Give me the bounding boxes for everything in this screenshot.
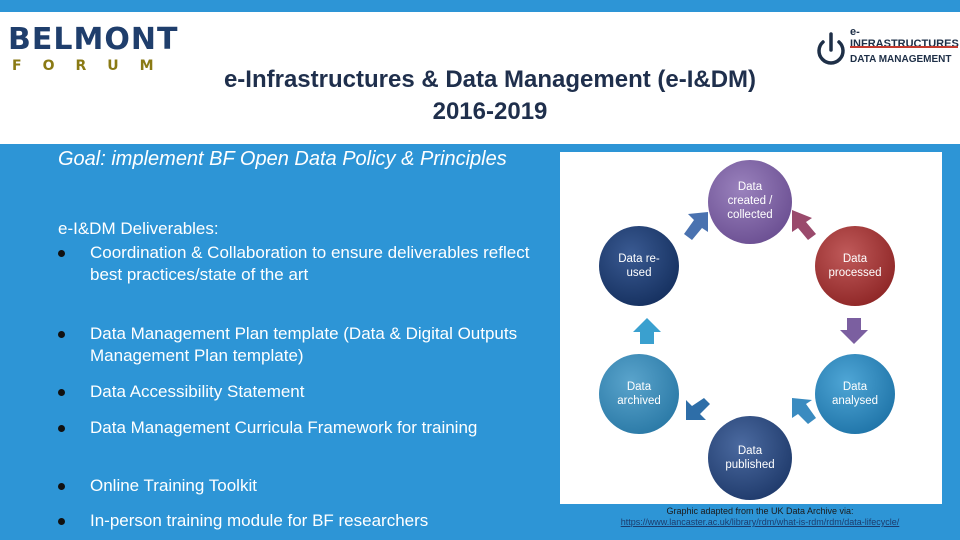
logo-wordmark: BELMONT [8, 22, 179, 57]
logo-right-line2: DATA MANAGEMENT [850, 54, 952, 65]
belmont-forum-logo [8, 22, 179, 78]
bullet-item [58, 475, 528, 497]
bullet-icon [58, 483, 65, 490]
bullet-text: Online Training Toolkit [90, 476, 257, 495]
node-published-label: Data published [725, 445, 775, 471]
lifecycle-diagram [560, 152, 942, 504]
top-accent-bar [0, 0, 960, 12]
node-created [708, 160, 792, 244]
logo-divider [850, 44, 960, 50]
arrow-created-to-processed [792, 210, 816, 240]
bullet-icon [58, 518, 65, 525]
goal-statement: Goal: implement BF Open Data Policy & Principles [58, 148, 507, 170]
graphic-credit [560, 506, 960, 528]
bullet-text: Coordination & Collaboration to ensure deliverables reflect best practices/state of the art [90, 243, 530, 284]
node-reused-label: Data re-used [618, 253, 660, 279]
bullet-text: In-person training module for BF researchers [90, 511, 429, 530]
bullet-icon [58, 250, 65, 257]
page-title [150, 64, 830, 128]
header-band [0, 12, 960, 144]
title-line-2: 2016-2019 [432, 98, 548, 125]
arrow-analysed-to-published [792, 398, 816, 424]
bullet-item [58, 417, 528, 461]
arrow-processed-to-analysed [840, 318, 868, 344]
credit-text: Graphic adapted from the UK Data Archive via: [666, 506, 854, 516]
logo-right-line1: e-INFRASTRUCTURES [850, 26, 959, 50]
node-published [708, 416, 792, 500]
node-reused [599, 226, 679, 306]
bullet-text: Data Management Plan template (Data & Digital Outputs Management Plan template) [90, 324, 518, 365]
arrow-reused-to-created [684, 212, 708, 240]
bullet-icon [58, 389, 65, 396]
bullet-item [58, 381, 528, 403]
arrow-published-to-archived [686, 398, 710, 420]
e-infrastructures-logo [812, 24, 958, 80]
bullet-item [58, 242, 528, 308]
bullet-item [58, 323, 528, 367]
logo-subtext: FORUM [12, 58, 175, 74]
bullet-item [58, 510, 528, 532]
node-processed [815, 226, 895, 306]
bullet-icon [58, 331, 65, 338]
node-analysed [815, 354, 895, 434]
bullet-text: Data Management Curricula Framework for training [90, 418, 478, 437]
node-analysed-label: Data analysed [831, 381, 879, 407]
node-created-label: Data created / collected [727, 181, 773, 221]
node-archived-label: Data archived [617, 381, 661, 407]
title-line-1: e-Infrastructures & Data Management (e-I&DM) [223, 66, 757, 93]
arrow-archived-to-reused [633, 318, 661, 344]
node-archived [599, 354, 679, 434]
data-lifecycle-graphic [560, 152, 942, 504]
credit-link[interactable]: https://www.lancaster.ac.uk/library/rdm/what-is-rdm/rdm/data-lifecycle/ [620, 517, 900, 527]
node-processed-label: Data processed [828, 253, 882, 279]
bullet-icon [58, 425, 65, 432]
deliverables-heading: e-I&DM Deliverables: [58, 219, 219, 238]
bullet-text: Data Accessibility Statement [90, 382, 305, 401]
